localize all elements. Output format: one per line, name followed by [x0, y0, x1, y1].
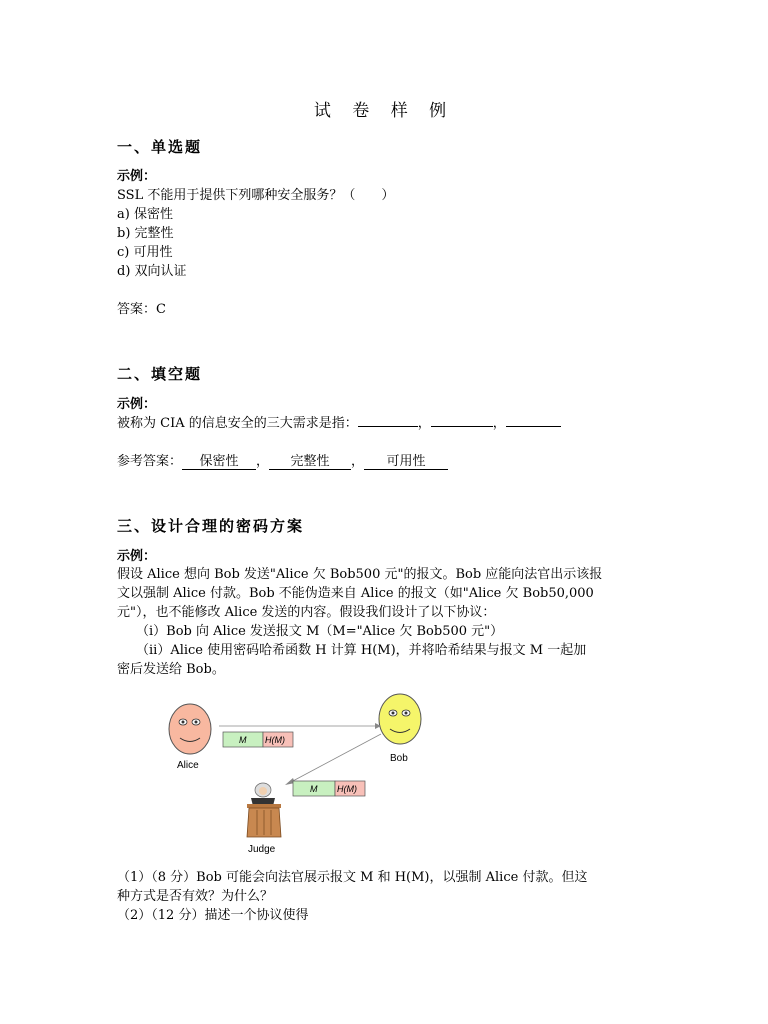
message-label: M [239, 735, 247, 745]
section1-answer: 答案：C [117, 302, 166, 317]
separator: ， [351, 454, 365, 469]
judge-icon [247, 783, 281, 837]
blank-3 [506, 413, 561, 427]
alice-face-icon [169, 704, 211, 754]
hash-label: H(M) [337, 784, 357, 794]
section1-example-label: 示例： [117, 169, 157, 184]
section3-example-label: 示例： [117, 549, 157, 564]
reference-answer-2: 完整性 [269, 450, 351, 470]
blank-1 [358, 413, 418, 427]
section1-question: SSL 不能用于提供下列哪种安全服务？（ ） [117, 188, 395, 203]
blank-2 [431, 413, 493, 427]
section3-para-line-6: 密后发送给 Bob。 [117, 662, 225, 677]
bob-label: Bob [390, 753, 408, 764]
question-2: （2）（12 分）描述一个协议使得 [117, 908, 309, 923]
protocol-step-ii: （ii）Alice 使用密码哈希函数 H 计算 H(M)，并将哈希结果与报文 M 一起加 [136, 643, 587, 658]
reference-answer-3: 可用性 [364, 450, 448, 470]
question-1-line-1: （1）（8 分）Bob 可能会向法官展示报文 M 和 H(M)，以强制 Alice 付款。但这 [117, 870, 588, 885]
protocol-step-i: （i）Bob 向 Alice 发送报文 M（M="Alice 欠 Bob500 元"） [136, 624, 504, 639]
section2-question: 被称为 CIA 的信息安全的三大需求是指： [117, 416, 358, 431]
section3-para-line-1: 假设 Alice 想向 Bob 发送"Alice 欠 Bob500 元"的报文。Bob 应能向法官出示该报 [117, 567, 603, 582]
arrow-bob-to-judge [291, 734, 381, 782]
bob-face-icon [379, 694, 421, 744]
message-label: M [310, 784, 318, 794]
reference-label: 参考答案： [117, 454, 183, 469]
separator: ， [417, 416, 431, 431]
option-c: c) 可用性 [117, 245, 173, 260]
option-a: a) 保密性 [117, 207, 173, 222]
section3-para-line-3: 元"），也不能修改 Alice 发送的内容。假设我们设计了以下协议： [117, 605, 496, 620]
section2-example-label: 示例： [117, 397, 157, 412]
separator: ， [492, 416, 506, 431]
option-d: d) 双向认证 [117, 264, 187, 279]
alice-label: Alice [177, 760, 199, 771]
hash-label: H(M) [265, 735, 285, 745]
judge-label: Judge [248, 844, 276, 855]
reference-answer-1: 保密性 [182, 450, 256, 470]
section2-question-line [117, 412, 561, 431]
page-title: 试 卷 样 例 [313, 101, 455, 121]
section1-heading: 一、单选题 [117, 138, 203, 156]
section3-para-line-2: 文以强制 Alice 付款。Bob 不能伪造来自 Alice 的报文（如"Alice 欠 Bob50,000 [117, 586, 594, 601]
separator: ， [256, 454, 270, 469]
section2-reference-answer [117, 450, 448, 470]
section2-heading: 二、填空题 [117, 365, 203, 383]
question-1-line-2: 种方式是否有效？为什么？ [117, 889, 274, 904]
option-b: b) 完整性 [117, 226, 174, 241]
section3-heading: 三、设计合理的密码方案 [117, 517, 305, 535]
protocol-diagram [157, 692, 457, 862]
